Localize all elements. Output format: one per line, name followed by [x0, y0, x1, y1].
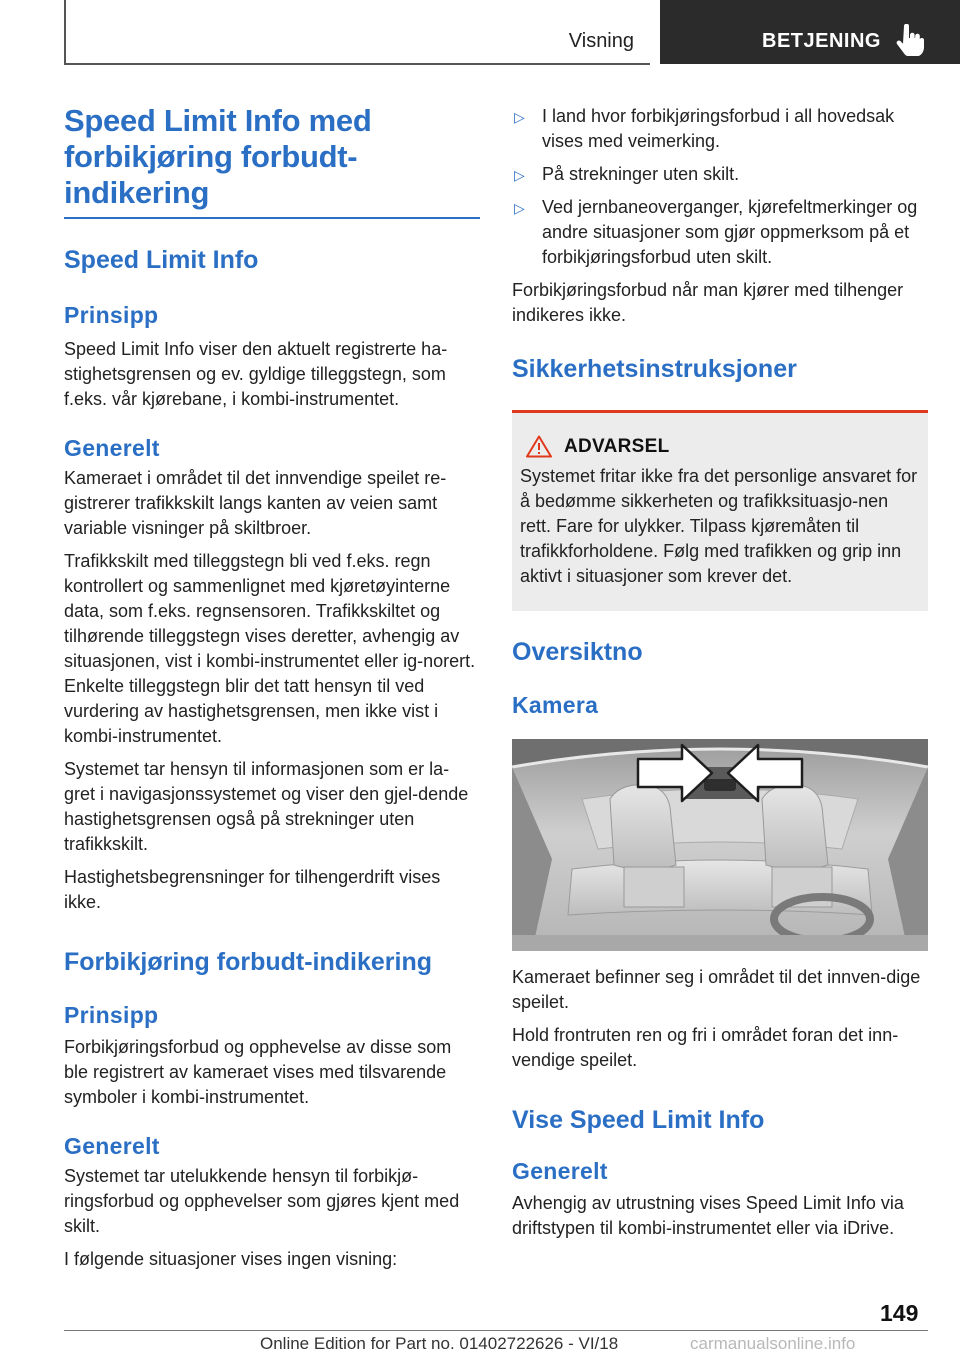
- list-item: ▷ På strekninger uten skilt.: [512, 162, 928, 187]
- heading-kamera: Kamera: [512, 692, 599, 718]
- paragraph-generelt-2: Trafikkskilt med tilleggstegn bli ved f.eks. regn kontrollert og sammenlignet med kjøretøyinterne data, som f.eks. regnsensoren. Trafikkskiltet og tilhørende tilleggstegn vises deretter, avhengig av situasjonen, vist i kombi-instrumentet eller ig-norert. Enkelte tilleggstegn blir det tatt hensyn til ved vurdering av hastighetsgrensen, men ikke vist i kombi-instrumentet.: [64, 551, 476, 746]
- header-section: [64, 0, 650, 64]
- hand-pointer-icon: [894, 24, 924, 56]
- paragraph-kamera-1: Kameraet befinner seg i området til det innven-dige speilet.: [512, 967, 921, 1012]
- triangle-bullet-icon: ▷: [514, 200, 525, 216]
- page-number: 149: [880, 1300, 919, 1326]
- heading-generelt-2: Generelt: [64, 1133, 160, 1159]
- list-item: ▷ Ved jernbaneoverganger, kjørefeltmerkinger og andre situasjoner som gjør oppmerksom på et forbikjøringsforbud uten skilt.: [514, 197, 918, 267]
- heading-prinsipp-2: Prinsipp: [64, 1002, 159, 1028]
- left-column: [64, 100, 480, 1272]
- warning-label: ADVARSEL: [564, 435, 670, 457]
- paragraph-prinsipp: Speed Limit Info viser den aktuelt registrerte ha-stighetsgrensen og ev. gyldige tilleggstegn, som f.eks. vår kjørebane, i kombi-instrumentet.: [64, 339, 448, 409]
- footer-divider: [64, 1330, 928, 1331]
- list-item: ▷ I land hvor forbikjøringsforbud i all hovedsak vises med veimerking.: [514, 106, 895, 151]
- heading-oversikt: Oversiktno: [512, 638, 643, 666]
- paragraph-generelt-6: I følgende situasjoner vises ingen visning:: [64, 1249, 398, 1269]
- heading-vise-speed-limit-info: Vise Speed Limit Info: [512, 1106, 765, 1134]
- heading-speed-limit-info: Speed Limit Info: [64, 246, 259, 274]
- paragraph-generelt-3: Systemet tar hensyn til informasjonen som er la-gret i navigasjonssystemet og viser den gjel-dende hastighetsgrensen også på strekninger uten trafikkskilt.: [64, 759, 469, 854]
- paragraph-generelt-1: Kameraet i området til det innvendige speilet re-gistrerer trafikkskilt langs kanten av veien samt variable visninger på skiltbroer.: [64, 468, 447, 538]
- chapter-tab-label: BETJENING: [762, 30, 881, 52]
- heading-sikkerhet: Sikkerhetsinstruksjoner: [512, 355, 797, 383]
- heading-generelt: Generelt: [64, 435, 160, 461]
- triangle-bullet-icon: ▷: [514, 167, 525, 183]
- triangle-bullet-icon: ▷: [514, 109, 525, 125]
- paragraph-generelt-5: Systemet tar utelukkende hensyn til forbikjø-ringsforbud og opphevelser som gjøres kjent med skilt.: [64, 1166, 460, 1236]
- section-label: Visning: [568, 30, 634, 52]
- right-column: [512, 104, 928, 1241]
- heading-prinsipp: Prinsipp: [64, 302, 159, 328]
- warning-text: Systemet fritar ikke fra det personlige ansvaret for å bedømme sikkerheten og trafikksituasjo-nen rett. Fare for ulykker. Tilpass kjøremåten til trafikkforholdene. Følg med trafikken og grip inn aktivt i situasjoner som krever det.: [520, 466, 918, 586]
- camera-location-image: [512, 739, 928, 951]
- bullet-list: [512, 104, 928, 270]
- paragraph-generelt-4: Hastighetsbegrensninger for tilhengerdrift vises ikke.: [64, 867, 441, 912]
- footer-edition: Online Edition for Part no. 01402722626 - VI/18: [260, 1334, 619, 1353]
- warning-box: [512, 410, 928, 611]
- watermark: carmanualsonline.info: [690, 1334, 856, 1353]
- paragraph-tilhenger: Forbikjøringsforbud når man kjører med tilhenger indikeres ikke.: [512, 280, 904, 325]
- paragraph-generelt-7: Avhengig av utrustning vises Speed Limit Info via driftstypen til kombi-instrumentet eller via iDrive.: [512, 1193, 904, 1238]
- paragraph-prinsipp-2: Forbikjøringsforbud og opphevelse av disse som ble registrert av kameraet vises med tilsvarende symboler i kombi-instrumentet.: [64, 1037, 452, 1107]
- warning-triangle-icon: [526, 435, 552, 458]
- heading-forbikjoring: Forbikjøring forbudt-indikering: [64, 948, 433, 976]
- heading-generelt-3: Generelt: [512, 1158, 608, 1184]
- warning-header: [520, 435, 920, 458]
- page-title: Speed Limit Info med forbikjøring forbudt-indikering: [64, 103, 480, 219]
- paragraph-kamera-2: Hold frontruten ren og fri i området foran det inn-vendige speilet.: [512, 1025, 899, 1070]
